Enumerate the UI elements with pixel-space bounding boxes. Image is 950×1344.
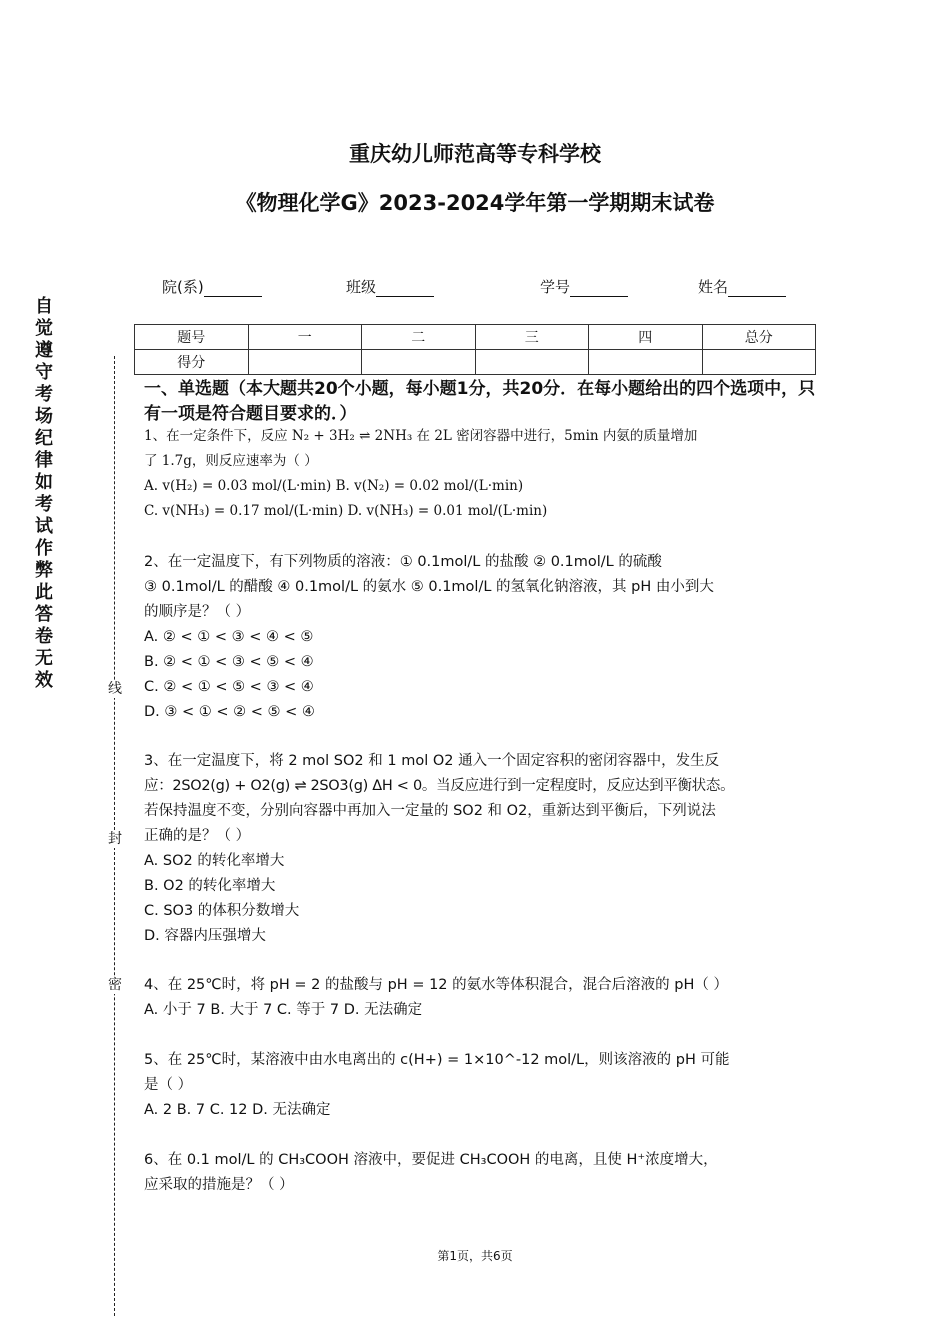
question-line: 6、在 0.1 mol/L 的 CH₃COOH 溶液中，要促进 CH₃COOH 的电离，且使 H⁺浓度增大，	[144, 1152, 718, 1168]
answer-option: A. SO2 的转化率增大	[144, 853, 285, 869]
question-line: 是（ ）	[144, 1077, 193, 1093]
binding-mark-line: 线	[108, 681, 122, 697]
score-entry-cell[interactable]	[248, 350, 362, 375]
class-blank[interactable]	[376, 280, 434, 297]
score-cell: 题号	[135, 325, 249, 350]
question-5	[144, 1048, 824, 1123]
question-line: 5、在 25℃时，某溶液中由水电离出的 c(H+) = 1×10^-12 mol/L，则该溶液的 pH 可能	[144, 1052, 730, 1068]
score-row-label: 得分	[135, 350, 249, 375]
exam-title: 《物理化学G》2023-2024学年第一学期期末试卷	[235, 191, 715, 215]
answer-option: A. 2 B. 7 C. 12 D. 无法确定	[144, 1102, 331, 1118]
question-line: 正确的是？（ ）	[144, 828, 251, 844]
answer-option: D. 容器内压强增大	[144, 928, 266, 944]
school-name: 重庆幼儿师范高等专科学校	[349, 142, 601, 166]
answer-option: D. ③ < ① < ② < ⑤ < ④	[144, 704, 315, 720]
score-cell: 四	[589, 325, 703, 350]
binding-mark-secret: 密	[108, 977, 122, 993]
score-table-score-row	[135, 350, 816, 375]
student-id-blank[interactable]	[570, 280, 628, 297]
answer-option: A. 小于 7 B. 大于 7 C. 等于 7 D. 无法确定	[144, 1002, 423, 1018]
class-label: 班级	[346, 278, 377, 296]
score-entry-cell[interactable]	[589, 350, 703, 375]
question-line: ③ 0.1mol/L 的醋酸 ④ 0.1mol/L 的氨水 ⑤ 0.1mol/L 的氢氧化钠溶液，其 pH 由小到大	[144, 579, 714, 595]
class-field[interactable]	[346, 276, 434, 297]
student-id-field[interactable]	[540, 276, 628, 297]
answer-option: B. ② < ① < ③ < ⑤ < ④	[144, 654, 314, 670]
question-2	[144, 550, 824, 725]
department-blank[interactable]	[204, 280, 262, 297]
question-line: 应采取的措施是？（ ）	[144, 1177, 294, 1193]
score-cell: 三	[475, 325, 589, 350]
score-cell: 总分	[702, 325, 816, 350]
binding-mark-seal: 封	[108, 831, 122, 847]
answer-option: A. v(H₂) = 0.03 mol/(L·min) B. v(N₂) = 0.02 mol/(L·min)	[144, 478, 524, 494]
score-table-header-row	[135, 325, 816, 350]
score-entry-cell[interactable]	[475, 350, 589, 375]
question-line: 1、在一定条件下，反应 N₂ + 3H₂ ⇌ 2NH₃ 在 2L 密闭容器中进行，5min 内氨的质量增加	[144, 428, 698, 444]
score-table	[134, 324, 816, 375]
answer-option: C. v(NH₃) = 0.17 mol/(L·min) D. v(NH₃) = 0.01 mol/(L·min)	[144, 503, 548, 519]
name-label: 姓名	[698, 278, 729, 296]
score-entry-cell[interactable]	[702, 350, 816, 375]
score-entry-cell[interactable]	[362, 350, 476, 375]
question-line: 若保持温度不变，分别向容器中再加入一定量的 SO2 和 O2，重新达到平衡后，下列说法	[144, 803, 716, 819]
section-heading: 一、单选题（本大题共20个小题，每小题1分，共20分．在每小题给出的四个选项中，只有一项是符合题目要求的．）	[144, 379, 816, 424]
question-4	[144, 973, 824, 1023]
student-id-label: 学号	[540, 278, 571, 296]
score-cell: 一	[248, 325, 362, 350]
question-line: 应：2SO2(g) + O2(g) ⇌ 2SO3(g) ΔH < 0。当反应进行到一定程度时，反应达到平衡状态。	[144, 778, 735, 794]
question-line: 3、在一定温度下，将 2 mol SO2 和 1 mol O2 通入一个固定容积的密闭容器中，发生反	[144, 753, 720, 769]
page-footer: 第1页，共6页	[437, 1249, 513, 1263]
question-line: 了 1.7g，则反应速率为（ ）	[144, 453, 318, 469]
name-blank[interactable]	[728, 280, 786, 297]
question-line: 的顺序是？（ ）	[144, 604, 251, 620]
question-line: 4、在 25℃时，将 pH = 2 的盐酸与 pH = 12 的氨水等体积混合，混合后溶液的 pH（ ）	[144, 977, 728, 993]
answer-option: B. O2 的转化率增大	[144, 878, 276, 894]
answer-option: C. SO3 的体积分数增大	[144, 903, 300, 919]
question-line: 2、在一定温度下，有下列物质的溶液：① 0.1mol/L 的盐酸 ② 0.1mol/L 的硫酸	[144, 554, 662, 570]
department-field[interactable]	[162, 276, 262, 297]
question-6	[144, 1148, 824, 1198]
department-label: 院(系)	[162, 278, 204, 296]
side-notice: 自觉遵守考场纪律如考试作弊此答卷无效	[35, 296, 53, 691]
question-1	[144, 424, 824, 524]
answer-option: C. ② < ① < ⑤ < ③ < ④	[144, 679, 314, 695]
question-3	[144, 749, 824, 949]
score-cell: 二	[362, 325, 476, 350]
answer-option: A. ② < ① < ③ < ④ < ⑤	[144, 629, 314, 645]
name-field[interactable]	[698, 276, 786, 297]
